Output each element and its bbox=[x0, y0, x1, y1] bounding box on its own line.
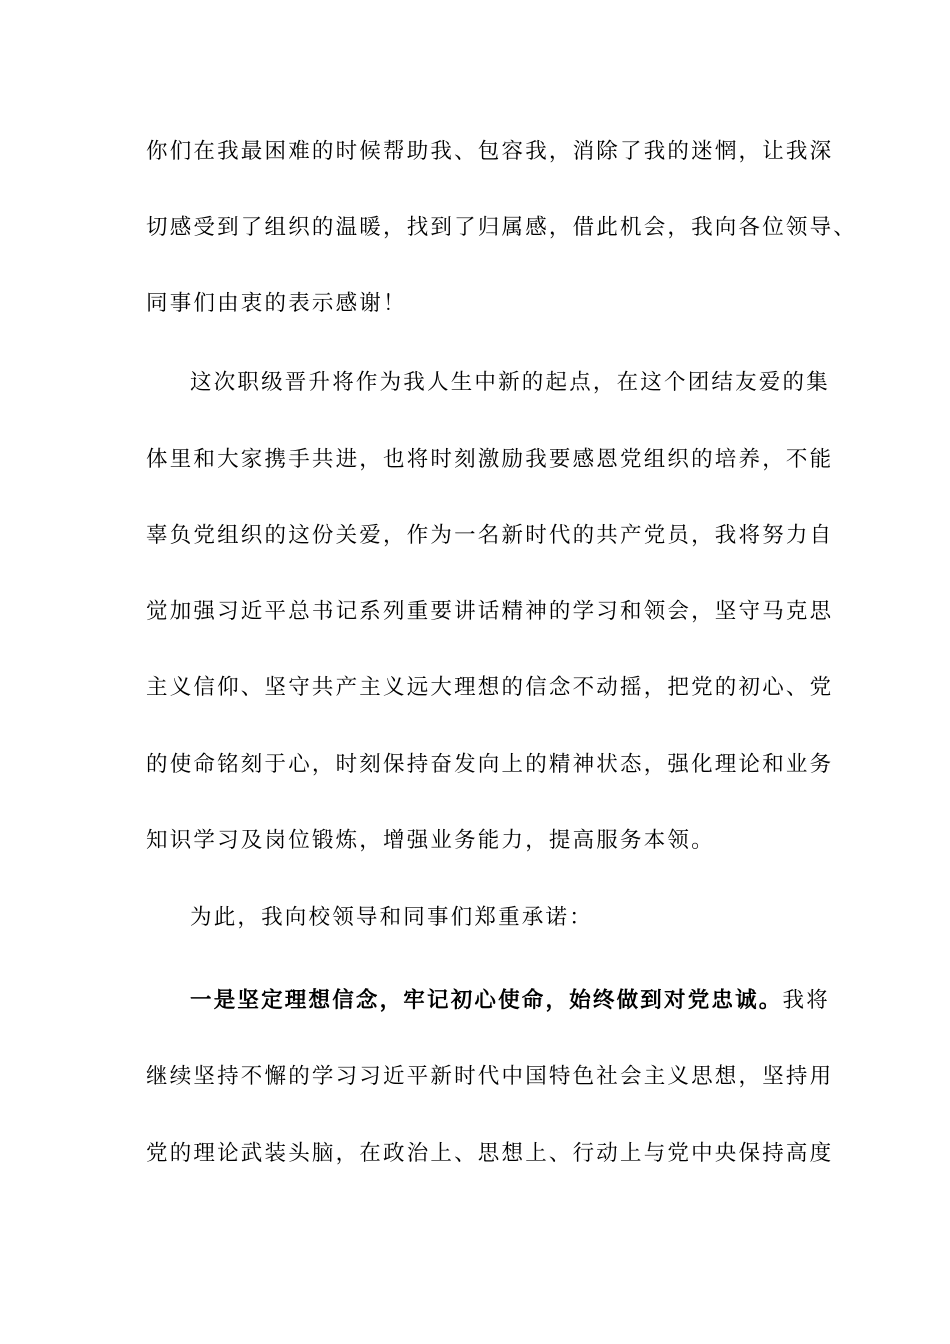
point-text: 我将 bbox=[782, 988, 830, 1013]
paragraph-line: 切感受到了组织的温暖，找到了归属感，借此机会，我向各位领导、 bbox=[146, 215, 858, 240]
paragraph-line: 的使命铭刻于心，时刻保持奋发向上的精神状态，强化理论和业务 bbox=[146, 752, 834, 777]
paragraph-line: 体里和大家携手共进，也将时刻激励我要感恩党组织的培养，不能 bbox=[146, 447, 834, 472]
paragraph-line: 觉加强习近平总书记系列重要讲话精神的学习和领会，坚守马克思 bbox=[146, 599, 834, 624]
paragraph-line: 知识学习及岗位锻炼，增强业务能力，提高服务本领。 bbox=[146, 828, 715, 853]
paragraph-line: 为此，我向校领导和同事们郑重承诺： bbox=[190, 905, 593, 930]
point-heading: 一是坚定理想信念，牢记初心使命，始终做到对党忠诚。 bbox=[190, 988, 783, 1013]
paragraph-line: 这次职级晋升将作为我人生中新的起点，在这个团结友爱的集 bbox=[190, 370, 830, 395]
point-line bbox=[190, 981, 890, 1021]
paragraph-line: 主义信仰、坚守共产主义远大理想的信念不动摇，把党的初心、党 bbox=[146, 675, 834, 700]
paragraph-line: 辜负党组织的这份关爱，作为一名新时代的共产党员，我将努力自 bbox=[146, 523, 834, 548]
paragraph-line: 继续坚持不懈的学习习近平新时代中国特色社会主义思想，坚持用 bbox=[146, 1064, 834, 1089]
paragraph-line: 同事们由衷的表示感谢！ bbox=[146, 291, 407, 316]
paragraph-line: 党的理论武装头脑，在政治上、思想上、行动上与党中央保持高度 bbox=[146, 1141, 834, 1166]
paragraph-line: 你们在我最困难的时候帮助我、包容我，消除了我的迷惘，让我深 bbox=[146, 139, 834, 164]
